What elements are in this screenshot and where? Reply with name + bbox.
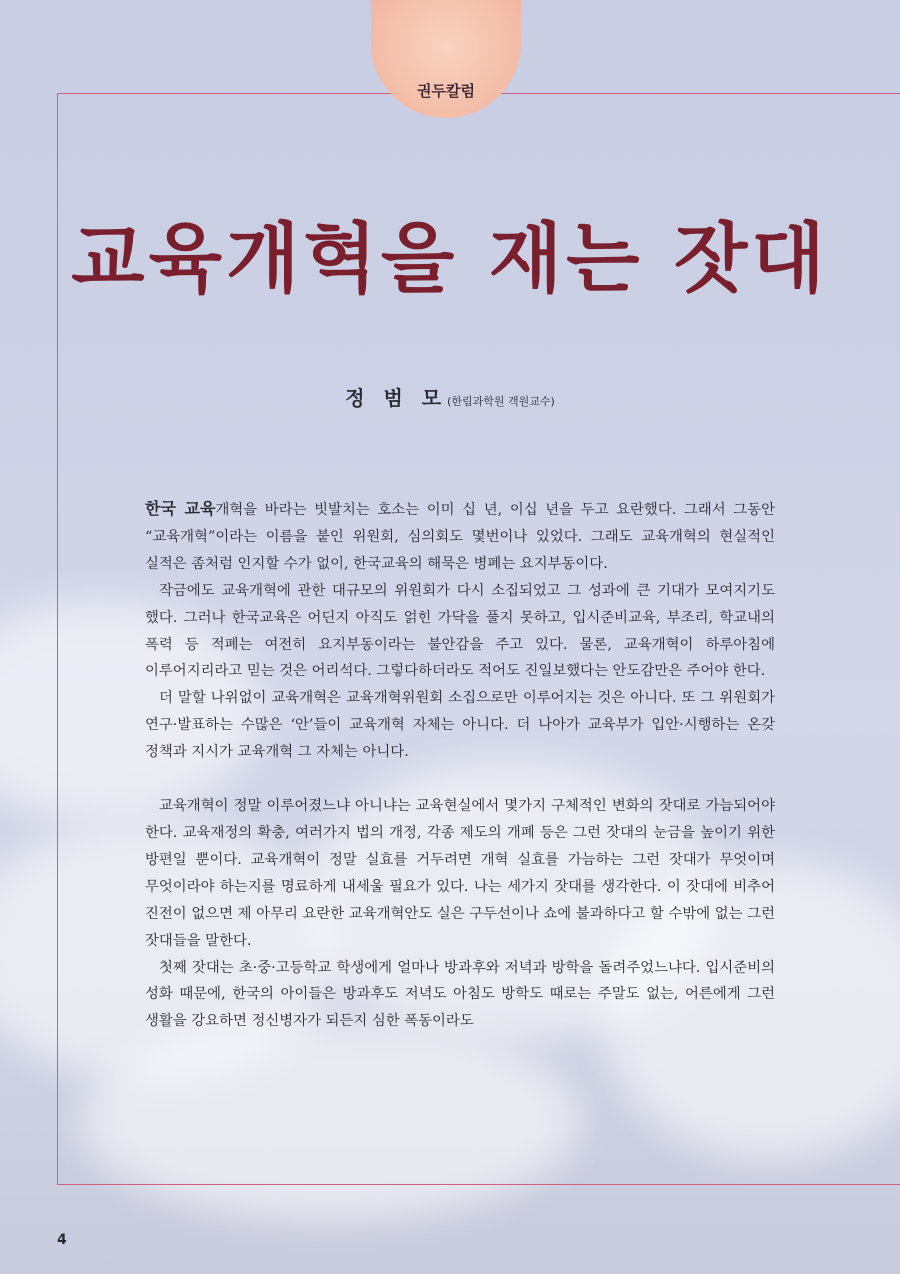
author-name: 정 범 모 — [345, 386, 448, 410]
paragraph-gap — [145, 766, 775, 793]
lead-words: 한국 교육 — [145, 499, 216, 518]
paragraph — [145, 496, 775, 578]
article-title: 교육개혁을 재는 잣대 — [71, 214, 829, 303]
paragraph: 교육개혁이 정말 이루어졌느냐 아니냐는 교육현실에서 몇가지 구체적인 변화의 잣대로 가늠되어야 한다. 교육재정의 확충, 여러가지 법의 개정, 각종 제도의 개폐 등은 그런 잣대의 눈금을 높이기 위한 방편일 뿐이다. 교육개혁이 정말 실효를 거두려면 개혁 실효를 가늠하는 그런 잣대가 무엇이며 무엇이라야 하는지를 명료하게 내세울 필요가 있다. 나는 세가지 잣대를 생각한다. 이 잣대에 비추어 진전이 없으면 제 아무리 요란한 교육개혁안도 실은 구두선이나 쇼에 불과하다고 할 수밖에 없는 그런 잣대들을 말한다. — [145, 798, 775, 949]
column-label: 권두칼럼 — [417, 82, 475, 100]
paragraph: 첫째 잣대는 초·중·고등학교 학생에게 얼마나 방과후와 저녁과 방학을 돌려주었느냐다. 입시준비의 성화 때문에, 한국의 아이들은 방과후도 저녁도 아침도 방학도 때로는 주말도 없는, 어른에게 그런 생활을 강요하면 정신병자가 되든지 심한 폭동이라도 — [145, 959, 775, 1030]
page-number: 4 — [57, 1232, 67, 1248]
paragraph: 더 말할 나위없이 교육개혁은 교육개혁위원회 소집으로만 이루어지는 것은 아니다. 또 그 위원회가 연구·발표하는 수많은 ‘안’들이 교육개혁 자체는 아니다. 더 나아가 교육부가 입안·시행하는 온갖 정책과 지시가 교육개혁 그 자체는 아니다. — [145, 690, 775, 761]
frame-line-bottom — [57, 1184, 900, 1185]
author-affiliation: (한림과학원 객원교수) — [447, 395, 555, 408]
byline — [0, 382, 900, 411]
paragraph-text: 개혁을 바라는 빗발치는 호소는 이미 십 년, 이십 년을 두고 요란했다. 그래서 그동안 “교육개혁”이라는 이름을 붙인 위원회, 심의회도 몇번이나 있었다. 그래도 교육개혁의 현실적인 실적은 좀처럼 인지할 수가 없이, 한국교육의 해묵은 병폐는 요지부동이다. — [145, 502, 775, 572]
paragraph: 작금에도 교육개혁에 관한 대규모의 위원회가 다시 소집되었고 그 성과에 큰 기대가 모여지기도 했다. 그러나 한국교육은 어딘지 아직도 얽힌 가닥을 풀지 못하고, 입시준비교육, 부조리, 학교내의 폭력 등 적폐는 여전히 요지부동이라는 불안감을 주고 있다. 물론, 교육개혁이 하루아침에 이루어지리라고 믿는 것은 어리석다. 그렇다하더라도 적어도 진일보했다는 안도감만은 주어야 한다. — [145, 582, 775, 680]
background-cloud — [80, 1020, 580, 1220]
article-body — [145, 496, 775, 1035]
